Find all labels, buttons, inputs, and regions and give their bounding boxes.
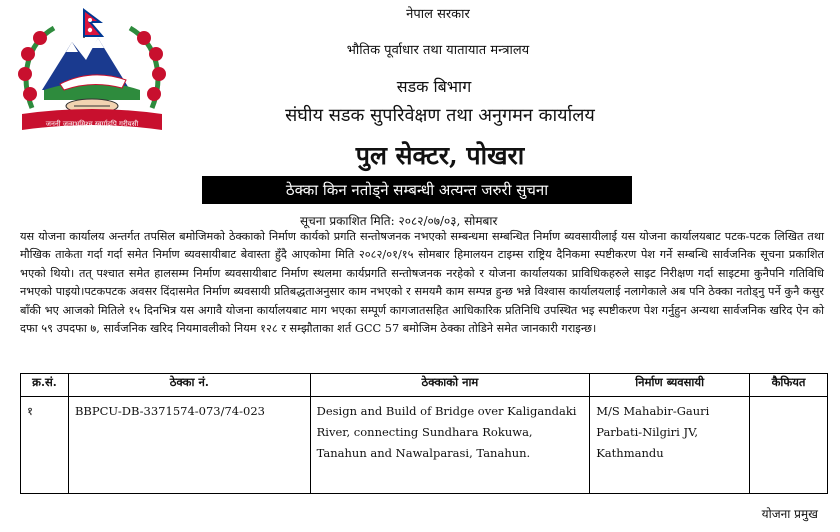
published-date: सूचना प्रकाशित मिति: २०८२/०७/०३, सोमबार <box>300 214 498 228</box>
cell-contract-no: BBPCU-DB-3371574-073/74-023 <box>68 397 310 494</box>
cell-remarks <box>750 397 828 494</box>
cell-contractor: M/S Mahabir-Gauri Parbati-Nilgiri JV, Kathmandu <box>590 397 750 494</box>
government-name: नेपाल सरकार <box>406 7 470 22</box>
col-header-contractor: निर्माण ब्यवसायी <box>590 374 750 397</box>
office-name: संघीय सडक सुपरिवेक्षण तथा अनुगमन कार्यालय <box>285 105 595 126</box>
contract-table <box>20 373 828 494</box>
sector-title: पुल सेक्टर, पोखरा <box>355 141 525 170</box>
department-name: सडक बिभाग <box>396 77 472 96</box>
notice-title: ठेक्का किन नतोड्ने सम्बन्धी अत्यन्त जरुरी सुचना <box>202 176 632 204</box>
table-row <box>21 397 828 494</box>
col-header-sn: क्र.सं. <box>21 374 69 397</box>
svg-text:जननी जन्मभूमिश्च स्वर्गादपि गर: जननी जन्मभूमिश्च स्वर्गादपि गरीयसी <box>45 120 139 128</box>
cell-sn: १ <box>21 397 69 494</box>
notice-body: यस योजना कार्यालय अन्तर्गत तपसिल बमोजिमको ठेक्काको निर्माण कार्यको प्रगति सन्तोषजनक नभएको सम्बन्धमा सम्बन्धित निर्माण ब्यवसायीलाई यस योजना कार्यालयबाट पटक-पटक लिखित तथा मौखिक ताकेता गर्दा गर्दा समेत निर्माण ब्यवसायीबाट बेवास्ता हुँदै आएकोमा मिति २०८२/०१/१५ सोमबार हिमालयन टाइम्स राष्ट्रिय दैनिकमा स्पष्टीकरण पेश गर्ने सम्बन्धि सार्वजनिक सूचना प्रकाशित भएको थियो। तत् पश्चात समेत हालसम्म निर्माण ब्यवसायीबाट निर्माण स्थलमा कार्यप्रगति सन्तोषजनक नरहेको र योजना कार्यालयका प्राविधिकहरुले साइट निरीक्षण गर्दा साइटमा कुनैपनि गतिविधि नभएको पाइयो।पटकपटक अवसर दिंदासमेत निर्माण ब्यवसायी प्रतिबद्धताअनुसार काम नभएको र समयमै काम सम्पन्न हुन्छ भन्ने विश्वास कार्यालयलाई नलागेकाले अब पनि ठेक्का नतोड्नु पर्ने कुनै कसुर बाँकी भए आजको मितिले १५ दिनभित्र यस अगावै योजना कार्यालयबाट माग भएका सम्पूर्ण कागजातसहित आधिकारिक प्रतिनिधि उपस्थित भइ स्पष्टीकरण पेश गर्नुहुन अन्यथा सार्वजनिक खरिद ऐन को दफा ५९ उपदफा ७, सार्वजनिक खरिद नियमावलीको नियम १२८ र सम्झौताका शर्त GCC 57 बमोजिम ठेक्का तोडिने समेत जानकारी गराइन्छ। <box>20 230 824 336</box>
col-header-contract-name: ठेक्काको नाम <box>310 374 590 397</box>
col-header-contract-no: ठेक्का नं. <box>68 374 310 397</box>
cell-contract-name: Design and Build of Bridge over Kaligandaki River, connecting Sundhara Rokuwa, Tanahun and Nawalparasi, Tanahun. <box>310 397 590 494</box>
table-header-row <box>21 374 828 397</box>
signer-title: योजना प्रमुख <box>761 507 818 521</box>
col-header-remarks: कैफियत <box>750 374 828 397</box>
ministry-name: भौतिक पूर्वाधार तथा यातायात मन्त्रालय <box>346 43 530 58</box>
